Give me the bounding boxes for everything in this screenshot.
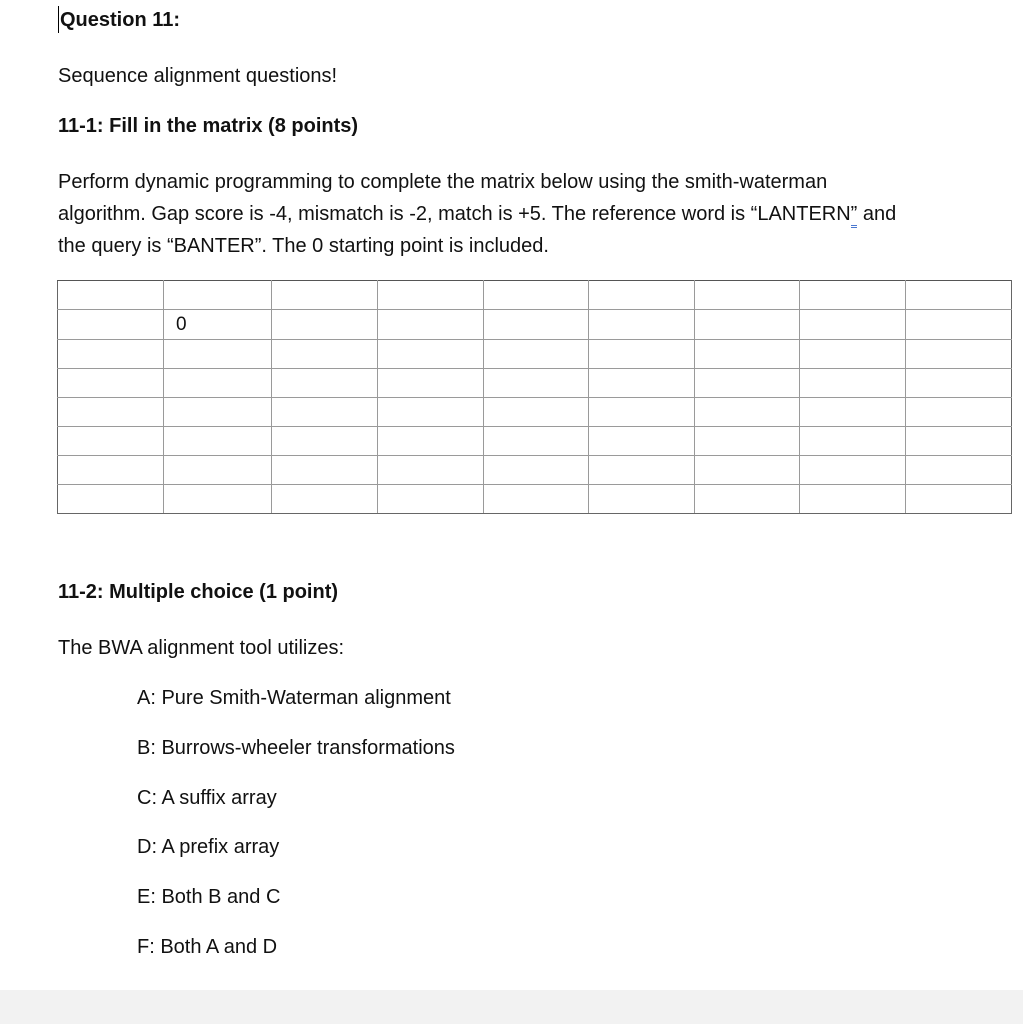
matrix-row [58,310,1012,340]
choice-f: F: Both A and D [137,936,278,958]
question-title: Question 11: [60,9,181,31]
matrix-cell[interactable] [164,398,272,427]
matrix-row [58,369,1012,398]
matrix-cell[interactable] [695,485,800,514]
matrix-cell[interactable] [164,281,272,310]
matrix-cell[interactable] [906,485,1012,514]
choice-d: D: A prefix array [137,836,280,858]
matrix-cell[interactable] [800,369,906,398]
matrix-cell[interactable] [695,310,800,340]
matrix-cell[interactable] [906,310,1012,340]
matrix-cell[interactable] [58,456,164,485]
matrix-cell[interactable] [164,340,272,369]
matrix-cell[interactable] [272,427,378,456]
matrix-cell[interactable] [589,281,695,310]
matrix-cell[interactable] [484,281,589,310]
matrix-cell[interactable] [695,427,800,456]
matrix-cell[interactable] [800,281,906,310]
matrix-cell[interactable] [378,485,484,514]
choice-a: A: Pure Smith-Waterman alignment [137,687,451,709]
matrix-cell[interactable] [484,427,589,456]
text-cursor [58,6,59,33]
paragraph-line-2-end: and [857,203,897,225]
matrix-cell[interactable] [378,456,484,485]
matrix-cell[interactable] [484,456,589,485]
matrix-cell[interactable] [695,456,800,485]
matrix-cell[interactable] [589,310,695,340]
matrix-cell[interactable] [589,369,695,398]
matrix-cell[interactable] [484,369,589,398]
paragraph-line-3: the query is “BANTER”. The 0 starting point is included. [58,235,549,257]
matrix-cell[interactable] [378,369,484,398]
matrix-cell[interactable] [484,485,589,514]
intro-text: Sequence alignment questions! [58,65,338,87]
paragraph-line-2 [58,198,998,230]
matrix-cell[interactable] [906,456,1012,485]
matrix-row [58,281,1012,310]
matrix-cell[interactable] [378,427,484,456]
matrix-cell[interactable] [800,340,906,369]
matrix-cell[interactable] [906,281,1012,310]
matrix-cell[interactable] [589,340,695,369]
matrix-row [58,340,1012,369]
matrix-cell[interactable] [906,427,1012,456]
multiple-choice-question: The BWA alignment tool utilizes: [58,637,345,659]
matrix-cell[interactable] [695,281,800,310]
matrix-cell[interactable] [58,369,164,398]
window-bottom-bar [0,990,1023,1024]
matrix-cell[interactable] [589,485,695,514]
matrix-cell[interactable] [164,456,272,485]
matrix-cell[interactable] [272,310,378,340]
matrix-cell[interactable] [800,485,906,514]
matrix-cell[interactable] [58,398,164,427]
alignment-matrix [57,280,1012,514]
matrix-cell[interactable] [378,281,484,310]
matrix-cell[interactable] [589,398,695,427]
matrix-cell[interactable] [164,427,272,456]
matrix-cell[interactable]: 0 [164,310,272,340]
matrix-row [58,398,1012,427]
part-1-heading: 11-1: Fill in the matrix (8 points) [58,115,359,137]
matrix-cell[interactable] [484,340,589,369]
grammar-check-underline[interactable]: ” [851,203,858,228]
matrix-cell[interactable] [164,369,272,398]
paragraph-line-2-text: algorithm. Gap score is -4, mismatch is -2, match is +5. The reference word is “LANTERN [58,203,851,225]
matrix-cell[interactable] [378,340,484,369]
matrix-cell[interactable] [906,398,1012,427]
matrix-cell[interactable] [58,281,164,310]
matrix-cell[interactable] [58,485,164,514]
matrix-row [58,456,1012,485]
matrix-cell[interactable] [484,310,589,340]
matrix-cell[interactable] [272,398,378,427]
paragraph-line-1: Perform dynamic programming to complete the matrix below using the smith-waterman [58,171,828,193]
matrix-cell[interactable] [272,369,378,398]
matrix-cell[interactable] [164,485,272,514]
matrix-cell[interactable] [906,340,1012,369]
matrix-cell[interactable] [800,310,906,340]
part-2-heading: 11-2: Multiple choice (1 point) [58,581,339,603]
matrix-cell[interactable] [378,398,484,427]
matrix-row [58,485,1012,514]
matrix-cell[interactable] [695,398,800,427]
matrix-cell[interactable] [378,310,484,340]
matrix-cell[interactable] [695,340,800,369]
matrix-cell[interactable] [906,369,1012,398]
matrix-cell[interactable] [272,456,378,485]
choice-b: B: Burrows-wheeler transformations [137,737,455,759]
matrix-cell[interactable] [800,398,906,427]
matrix-cell[interactable] [58,427,164,456]
matrix-cell[interactable] [484,398,589,427]
instructions-paragraph [58,166,998,262]
choice-c: C: A suffix array [137,787,277,809]
matrix-cell[interactable] [272,281,378,310]
matrix-cell[interactable] [589,427,695,456]
matrix-row [58,427,1012,456]
matrix-cell[interactable] [58,340,164,369]
matrix-cell[interactable] [800,427,906,456]
matrix-cell[interactable] [800,456,906,485]
matrix-cell[interactable] [272,485,378,514]
matrix-cell[interactable] [58,310,164,340]
matrix-cell[interactable] [272,340,378,369]
choice-e: E: Both B and C [137,886,281,908]
matrix-cell[interactable] [695,369,800,398]
matrix-cell[interactable] [589,456,695,485]
